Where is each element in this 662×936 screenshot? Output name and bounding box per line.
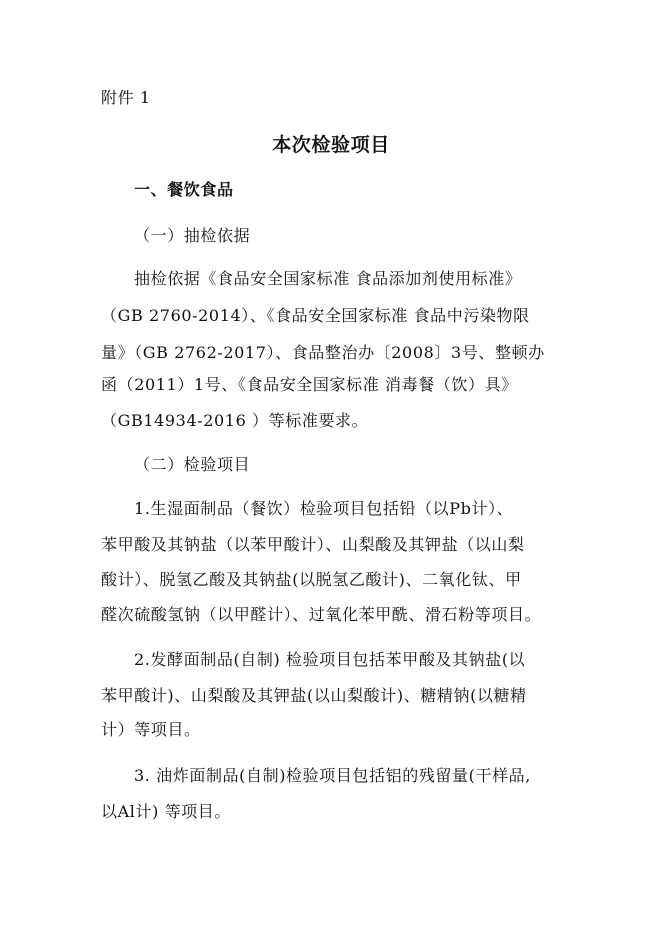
item3-line: 以Al计) 等项目。 [101, 802, 232, 821]
sampling-basis-line: 抽检依据《食品安全国家标准 食品添加剂使用标准》 [134, 269, 522, 288]
sampling-basis-line: （GB14934-2016 ）等标准要求。 [101, 411, 369, 430]
item1-line: 苯甲酸及其钠盐（以苯甲酸计）、山梨酸及其钾盐（以山梨 [101, 535, 525, 554]
attachment-label: 附件 1 [101, 88, 151, 107]
subsection-heading-inspection-items: （二）检验项目 [134, 455, 251, 474]
sampling-basis-line: 函（2011）1号、《食品安全国家标准 消毒餐（饮）具》 [101, 375, 518, 394]
item2-line: 苯甲酸计)、山梨酸及其钾盐(以山梨酸计)、糖精钠(以糖精 [101, 686, 527, 705]
sampling-basis-line: 量》（GB 2762-2017）、食品整治办〔2008〕3号、整顿办 [101, 343, 545, 362]
item1-line: 醛次硫酸氢钠（以甲醛计）、过氧化苯甲酰、滑石粉等项目。 [101, 605, 542, 624]
item1-line: 酸计）、脱氢乙酸及其钠盐(以脱氢乙酸计)、二氧化钛、甲 [101, 570, 522, 589]
subsection-heading-sampling-basis: （一）抽检依据 [134, 226, 251, 245]
section-heading-catering-food: 一、餐饮食品 [134, 180, 234, 199]
item2-line: 计）等项目。 [101, 720, 201, 739]
item3-line: 3. 油炸面制品(自制)检验项目包括铝的残留量(干样品, [134, 766, 531, 785]
page-title: 本次检验项目 [272, 134, 390, 156]
sampling-basis-line: （GB 2760-2014）、《食品安全国家标准 食品中污染物限 [101, 306, 530, 325]
item1-line: 1.生湿面制品（餐饮）检验项目包括铅（以Pb计）、 [134, 499, 514, 518]
item2-line: 2.发酵面制品(自制) 检验项目包括苯甲酸及其钠盐(以 [134, 650, 526, 669]
